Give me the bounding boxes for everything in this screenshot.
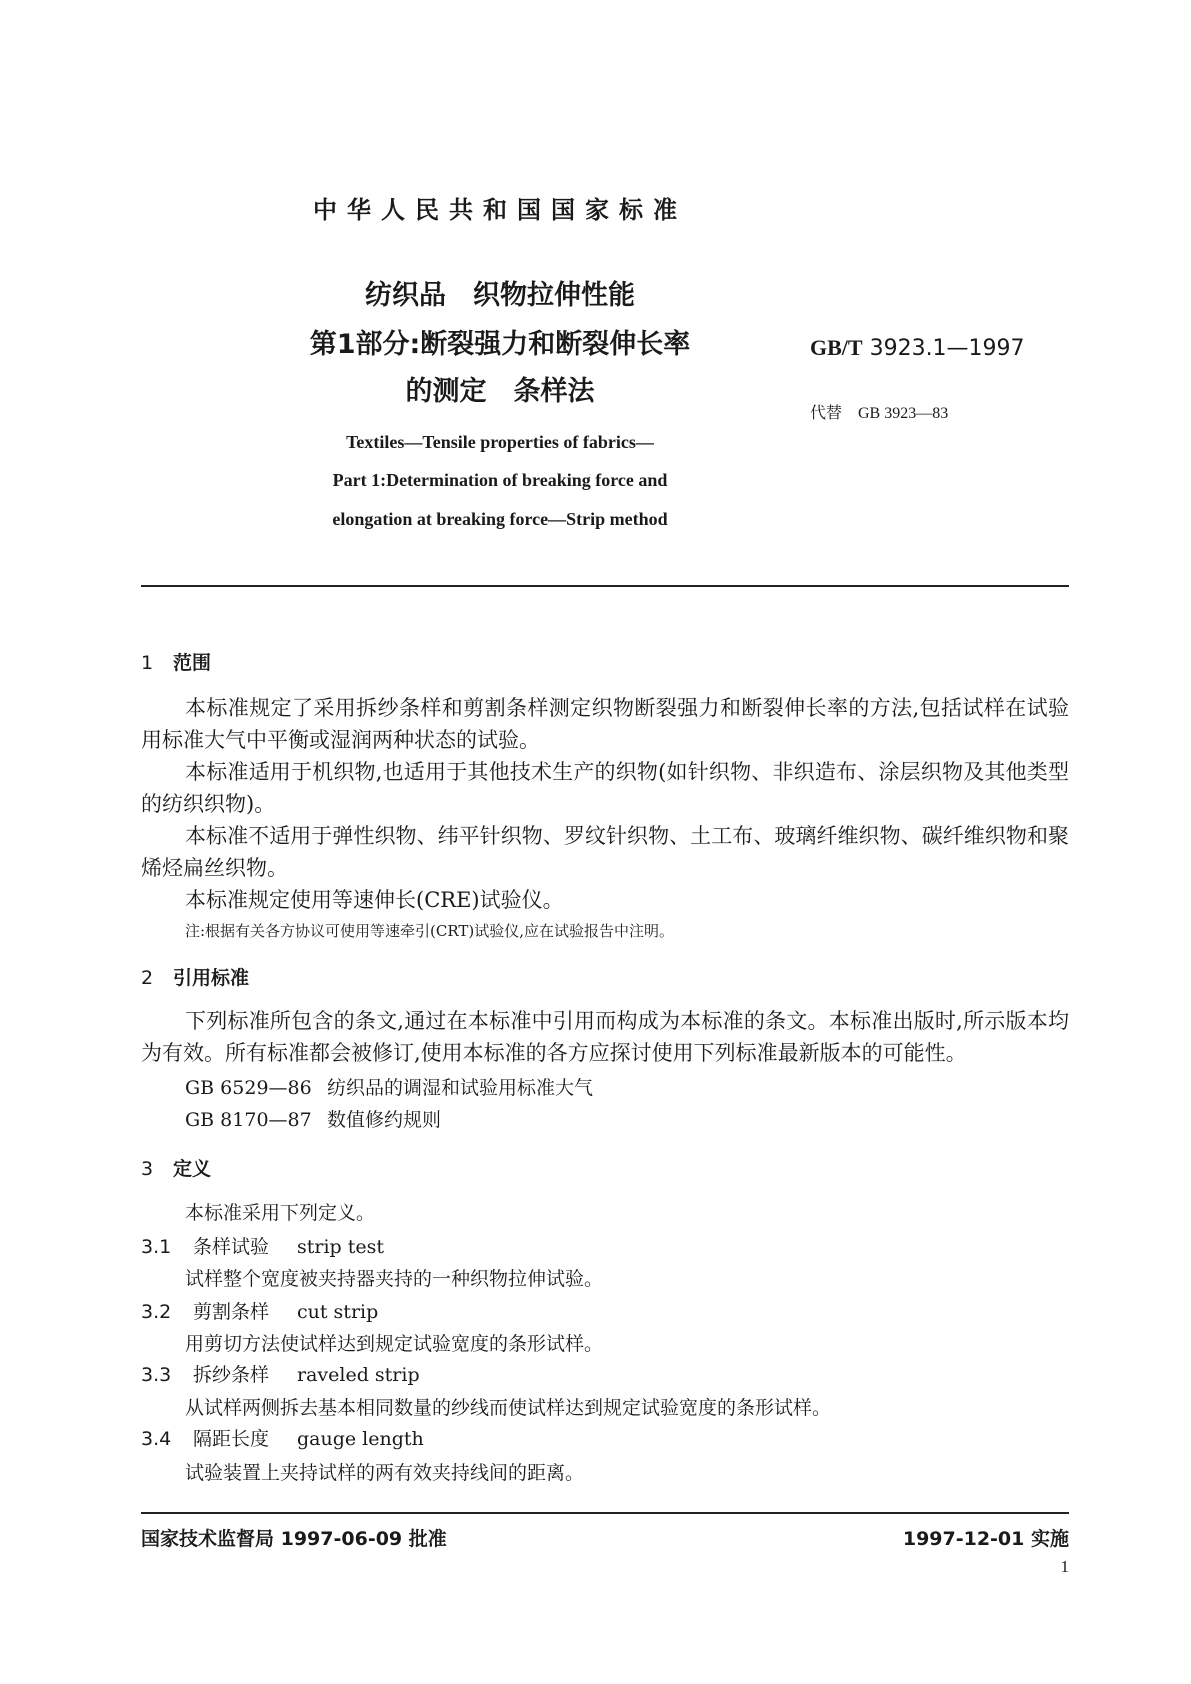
term-zh: 剪割条样 (193, 1301, 270, 1323)
term-en: strip test (297, 1236, 385, 1258)
note: 注:根据有关各方协议可使用等速牵引(CRT)试验仪,应在试验报告中注明。 (185, 922, 675, 940)
code-prefix: GB/T (810, 335, 863, 360)
definition-number: 3.3 (141, 1364, 172, 1386)
title-zh-line-3: 的测定 条样法 (405, 376, 595, 407)
paragraph: 本标准规定了采用拆纱条样和剪割条样测定织物断裂强力和断裂伸长率的方法,包括试样在试验用标准大气中平衡或湿润两种状态的试验。 (141, 696, 1069, 752)
section-number: 2 (141, 967, 154, 989)
standard-code (810, 335, 1025, 361)
title-en-line-3: elongation at breaking force—Strip method (332, 509, 668, 529)
paragraph: 本标准不适用于弹性织物、纬平针织物、罗纹针织物、土工布、玻璃纤维织物、碳纤维织物和聚烯烃扁丝织物。 (141, 824, 1069, 880)
section-title: 引用标准 (173, 967, 250, 989)
definition-body: 用剪切方法使试样达到规定试验宽度的条形试样。 (185, 1333, 604, 1355)
term-zh: 条样试验 (193, 1236, 270, 1258)
definition-body: 试验装置上夹持试样的两有效夹持线间的距离。 (185, 1462, 585, 1484)
reference-code: GB 6529—86 (185, 1077, 312, 1099)
definition-term (141, 1232, 384, 1259)
footer-divider (141, 1512, 1069, 1514)
term-en: gauge length (297, 1428, 424, 1450)
replaces-standard: 代替 GB 3923—83 (810, 405, 949, 422)
definition-number: 3.2 (141, 1301, 172, 1323)
national-standard-heading: 中华人民共和国国家标准 (313, 196, 687, 224)
section-2-heading (141, 963, 249, 990)
page-number: 1 (1060, 1557, 1069, 1576)
section-title: 范围 (173, 652, 212, 674)
code-number: 3923.1—1997 (869, 336, 1025, 361)
reference-title: 数值修约规则 (327, 1109, 442, 1131)
definition-term (141, 1360, 420, 1387)
paragraph: 本标准适用于机织物,也适用于其他技术生产的织物(如针织物、非织造布、涂层织物及其他类型的纺织织物)。 (141, 760, 1069, 816)
section-number: 1 (141, 652, 154, 674)
definition-term (141, 1424, 424, 1451)
title-zh-line-2: 第1部分:断裂强力和断裂伸长率 (309, 329, 691, 360)
section-3-heading (141, 1154, 211, 1181)
section-title: 定义 (173, 1158, 212, 1180)
reference-item (185, 1105, 441, 1132)
definition-body: 试样整个宽度被夹持器夹持的一种织物拉伸试验。 (185, 1268, 604, 1290)
definition-body: 从试样两侧拆去基本相同数量的纱线而使试样达到规定试验宽度的条形试样。 (185, 1397, 832, 1419)
title-zh-line-1: 纺织品 织物拉伸性能 (365, 280, 635, 311)
paragraph: 本标准规定使用等速伸长(CRE)试验仪。 (185, 888, 564, 912)
title-en-line-1: Textiles—Tensile properties of fabrics— (346, 432, 654, 452)
reference-item (185, 1073, 593, 1100)
definition-number: 3.1 (141, 1236, 172, 1258)
title-en-line-2: Part 1:Determination of breaking force and (332, 470, 668, 490)
definition-term (141, 1297, 378, 1324)
term-zh: 拆纱条样 (193, 1364, 270, 1386)
section-1-heading (141, 648, 211, 675)
reference-code: GB 8170—87 (185, 1109, 312, 1131)
term-en: raveled strip (297, 1364, 420, 1386)
header-divider (141, 585, 1069, 587)
definition-number: 3.4 (141, 1428, 172, 1450)
paragraph: 本标准采用下列定义。 (185, 1202, 376, 1224)
effective-date: 1997-12-01 实施 (902, 1528, 1069, 1550)
section-number: 3 (141, 1158, 154, 1180)
approval-date: 国家技术监督局 1997-06-09 批准 (141, 1528, 447, 1550)
paragraph: 下列标准所包含的条文,通过在本标准中引用而构成为本标准的条文。本标准出版时,所示版本均为有效。所有标准都会被修订,使用本标准的各方应探讨使用下列标准最新版本的可能性。 (141, 1009, 1069, 1065)
reference-title: 纺织品的调湿和试验用标准大气 (327, 1077, 594, 1099)
term-zh: 隔距长度 (193, 1428, 270, 1450)
term-en: cut strip (297, 1301, 379, 1323)
